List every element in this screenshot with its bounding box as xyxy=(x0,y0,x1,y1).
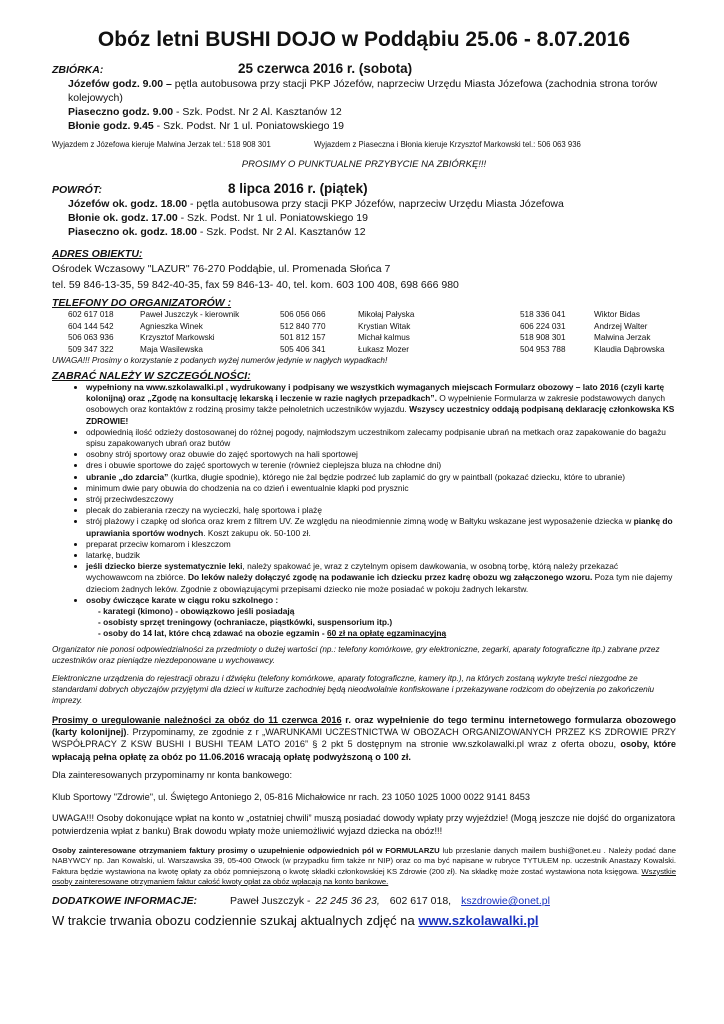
zbiorka-line xyxy=(68,105,676,119)
location-time: Błonie godz. 9.45 xyxy=(68,120,154,132)
list-item xyxy=(86,595,676,606)
list-item xyxy=(86,382,676,427)
telefony-uwaga: UWAGA!!! Prosimy o korzystanie z podanych wyżej numerów jedynie w nagłych wypadkach! xyxy=(52,356,388,365)
zbiorka-list xyxy=(52,77,676,133)
page-title: Obóz letni BUSHI DOJO w Poddąbiu 25.06 - 8.07.2016 xyxy=(97,28,631,51)
adres-line2: tel. 59 846-13-35, 59 842-40-35, fax 59 846-13- 40, tel. kom. 603 100 408, 698 666 980 xyxy=(52,279,459,291)
person-name: Agnieszka Winek xyxy=(140,321,203,331)
zbiorka-line xyxy=(68,119,676,133)
phone-number: 512 840 770 xyxy=(280,321,326,331)
item-text: Poza tym nie dajemy dzieciom żadnych leków. Zgodnie z obowiązującymi przepisami dziecko nie może posiadać w pokoju żadnych lekarstw. xyxy=(86,572,673,594)
bold-text: Osoby zainteresowane otrzymaniem faktury prosimy o uzupełnienie odpowiednich pól w FORMULARZU xyxy=(52,845,440,855)
karate-text: - osoby do 14 lat, które chcą zdawać na obozie egzamin - xyxy=(98,628,327,639)
zbiorka-header xyxy=(52,61,676,76)
phone-number: 505 406 341 xyxy=(280,344,326,354)
karate-sub-3 xyxy=(52,628,676,639)
table-row xyxy=(68,332,665,344)
faktury-paragraph xyxy=(52,846,676,887)
person-name: Klaudia Dąbrowska xyxy=(594,344,665,354)
deadline-text: Prosimy o uregulowanie należności za obóz do 11 czerwca 2016 xyxy=(52,714,342,725)
location-address: - Szk. Podst. Nr 2 Al. Kasztanów 12 xyxy=(196,226,366,238)
contact-mobile: 602 617 018, xyxy=(389,895,452,908)
list-item: • strój przeciwdeszczowy xyxy=(86,494,676,505)
list-item: • latarkę, budzik xyxy=(86,550,676,561)
list-item xyxy=(86,472,676,483)
bold-text: r. oraz wypełnienie do tego terminu internetowego formularza obozowego (karty kolonijnej) xyxy=(52,714,676,738)
konto-intro: Dla zainteresowanych przypominamy nr konta bankowego: xyxy=(52,770,293,781)
phone-number: 518 336 041 xyxy=(520,310,566,320)
zabrac-label: ZABRAĆ NALEŻY W SZCZEGÓLNOŚCI: xyxy=(52,370,251,382)
contact-person: Paweł Juszczyk - xyxy=(230,895,311,908)
location-address: - Szk. Podst. Nr 2 Al. Kasztanów 12 xyxy=(173,106,342,118)
dodatkowe-label: DODATKOWE INFORMACJE: xyxy=(52,895,198,908)
table-row xyxy=(68,344,665,356)
location-address: pętla autobusowa przy stacji PKP Józefów, naprzeciw Urzędu Miasta Józefowa (zachodnia strona torów kolejowych) xyxy=(68,78,658,104)
list-item: • odpowiednią ilość odzieży dostosowanej do różnej pogody, najmłodszym uczestnikom zalecamy podpisanie ubrań na metkach oraz zapakowanie do bagażu spisu zapakowanych ubrań oraz butów xyxy=(86,427,676,449)
location-address: - pętla autobusowa przy stacji PKP Józefów, naprzeciw Urzędu Miasta Józefowa xyxy=(187,198,564,210)
list-item: • preparat przeciw komarom i kleszczom xyxy=(86,539,676,550)
bank-account: Klub Sportowy "Zdrowie", ul. Świętego Antoniego 2, 05-816 Michałowice nr rach. 23 1050 1025 1000 0022 9141 8453 xyxy=(52,791,530,802)
body-text: lub przeslanie danych mailem bushi@onet.eu . Należy podać dane NABYWCY np. Jan Kowalski, ul. Warszawska 39, 05-400 Otwock (w przypadku firm także nr NIP) oraz co ma być napisane w rubryce TYTUŁEM np. uczestnik Anastazy Kowalski. Faktura będzie wystawiona na kwotę opłaty za obóz pomniejszoną o kwotę składki członkowskiej KS Zdrowie (200 zł). Na składkę może zostać wystawiona nota księgowa. xyxy=(52,845,676,876)
powrot-line xyxy=(68,197,676,211)
table-row xyxy=(68,321,665,333)
contact-phone: 22 245 36 23, xyxy=(315,895,380,908)
location-time: Józefów ok. godz. 18.00 xyxy=(68,198,188,210)
powrot-header xyxy=(52,181,676,196)
zbiorka-line xyxy=(68,77,676,105)
list-item xyxy=(86,561,676,595)
karate-sub-2: - osobisty sprzęt treningowy (ochraniacze, piąstkówki, suspensorium itp.) xyxy=(98,617,393,628)
zbiorka-label: ZBIÓRKA: xyxy=(52,64,104,76)
item-text: (kurtka, długie spodnie), którego nie żal będzie podrzeć lub zaplamić do gry w paintball (pokazać dziecku, które to ubranie) xyxy=(168,471,626,482)
bold-text: osoby, które wpłacają pełna opłatę za obóz po 11.06.2016 wracają opłatę podwyższoną o 100 zł. xyxy=(52,739,676,762)
website-link[interactable]: www.szkolawalki.pl xyxy=(418,913,539,929)
note-piaseczno: Wyjazdem z Piaseczna i Błonia kieruje Krzysztof Markowski tel.: 506 063 936 xyxy=(314,140,581,149)
phone-number: 501 812 157 xyxy=(280,333,326,343)
location-time: Błonie ok. godz. 17.00 xyxy=(68,212,178,224)
location-time: Piaseczno ok. godz. 18.00 xyxy=(68,226,197,238)
oplata-paragraph xyxy=(52,714,676,764)
organizator-note: Organizator nie ponosi odpowiedzialności za przedmioty o dużej wartości (np.: telefony komórkowe, gry elektroniczne, zegarki, aparaty fotograficzne itp.) zabrane przez uczestników oraz pieniądze niezdeponowane u wychowawcy. xyxy=(52,644,660,665)
item-bold: osoby ćwiczące karate w ciągu roku szkolnego : xyxy=(86,594,279,605)
oplata-uwaga: UWAGA!!! Osoby dokonujące wpłat na konto w „ostatniej chwili” muszą posiadać dowody wpłaty przy wyjeździe! (Mogą jeszcze nie dojść do organizatora potwierdzenia wpłat z banku) Brak dowodu wpłaty może uniemożliwić wyjazd dziecka na obóz!!! xyxy=(52,813,676,836)
item-bold: Do leków należy dołączyć zgodę na podawanie ich dziecku przez kadrę obozu wg załączonego wzoru. xyxy=(187,572,593,583)
item-text: , należy spakować je, wraz z czytelnym opisem dawkowania, w osobną torbę, którą należy przekazać wychowawcom na zbiórce. xyxy=(86,561,619,583)
zbiorka-notes xyxy=(52,139,676,150)
person-name: Krzysztof Markowski xyxy=(140,333,215,343)
punctual-note: PROSIMY O PUNKTUALNE PRZYBYCIE NA ZBIÓRKĘ!!! xyxy=(241,159,487,170)
item-text: O wypełnienie Formularza w zakresie podstawowych danych osobowych oraz kontaktów z rodziną prosimy także pełnoletnich uczestników wyjazdu. xyxy=(86,393,666,415)
item-bold: piankę do uprawiania sportów wodnych xyxy=(86,516,673,538)
location-time: Józefów godz. 9.00 – xyxy=(68,78,172,90)
person-name: Krystian Witak xyxy=(358,321,411,331)
person-name: Malwina Jerzak xyxy=(594,333,651,343)
table-row xyxy=(68,309,665,321)
zbiorka-date: 25 czerwca 2016 r. (sobota) xyxy=(238,61,413,76)
person-name: Maja Wasilewska xyxy=(140,344,203,354)
powrot-label: POWRÓT: xyxy=(52,184,102,196)
person-name: Mikołaj Pałyska xyxy=(358,310,415,320)
item-bold: wypełniony na www.szkolawalki.pl , wydrukowany i podpisany we wszystkich wymaganych miejscach Formularz obozowy – lato 2016 (czyli kartę kolonijną) oraz „Zgodę na konsultację lekarską i leczenie w razie nagłych przepadkach”. xyxy=(86,382,665,404)
contact-email-link[interactable]: kszdrowie@onet.pl xyxy=(461,895,550,908)
location-address: - Szk. Podst. Nr 1 ul. Poniatowskiego 19 xyxy=(153,120,345,132)
phone-number: 509 347 322 xyxy=(68,344,114,354)
person-name: Michał kalmus xyxy=(358,333,410,343)
dodatkowe-row xyxy=(52,895,676,907)
person-name: Paweł Juszczyk - kierownik xyxy=(140,310,240,320)
packing-list xyxy=(52,382,676,606)
powrot-line xyxy=(68,211,676,225)
list-item: • plecak do zabierania rzeczy na wycieczki, halę sportowa i plażę xyxy=(86,505,676,516)
elektronika-note: Elektroniczne urządzenia do rejestracji obrazu i dźwięku (telefony komórkowe, aparaty fotograficzne, kamery itp.), na których zostaną wykryte treści niezgodne ze standardami dobrych obyczajów przyjętymi dla dzieci w kulturze zachodniej będą nieodwołalnie konfiskowane i przekazywane rodzicom do obejrzenia po zakończeniu imprezy. xyxy=(52,673,655,705)
telefony-label: TELEFONY DO ORGANIZATORÓW : xyxy=(52,297,232,309)
location-address: - Szk. Podst. Nr 1 ul. Poniatowskiego 19 xyxy=(177,212,368,224)
item-text: strój plażowy i czapkę od słońca oraz krem z filtrem UV. Ze względu na nieodmiennie zimną wodę w Bałtyku wskazane jest wyposażenie dziecka w xyxy=(86,516,634,527)
item-bold: Wszyscy uczestnicy oddają podpisaną deklarację członkowska KS ZDROWIE! xyxy=(86,404,675,426)
list-item xyxy=(86,516,676,538)
phone-number: 506 063 936 xyxy=(68,333,114,343)
adres-label: ADRES OBIEKTU: xyxy=(52,248,143,260)
item-text: . Koszt zakupu ok. 50-100 zł. xyxy=(203,527,311,538)
phone-number: 604 144 542 xyxy=(68,321,114,331)
adres-line1: Ośrodek Wczasowy "LAZUR" 76-270 Poddąbie, ul. Promenada Słońca 7 xyxy=(52,263,391,275)
powrot-list xyxy=(52,197,676,239)
powrot-line xyxy=(68,225,676,239)
phone-number: 506 056 066 xyxy=(280,310,326,320)
item-bold: ubranie „do zdarcia” xyxy=(86,471,169,482)
list-item: • dres i obuwie sportowe do zajęć sportowych w terenie (również cieplejsza bluza na chłodne dni) xyxy=(86,460,676,471)
note-jozefow: Wyjazdem z Józefowa kieruje Malwina Jerzak tel.: 518 908 301 xyxy=(52,140,271,149)
phone-table xyxy=(68,309,665,355)
footer-text: W trakcie trwania obozu codziennie szukaj aktualnych zdjęć na xyxy=(52,913,419,929)
powrot-date: 8 lipca 2016 r. (piątek) xyxy=(228,181,368,196)
phone-number: 606 224 031 xyxy=(520,321,566,331)
footer-line xyxy=(52,913,676,928)
body-text: . Przypominamy, ze zgodnie z r „WARUNKAMI UCZESTNICTWA W OBOZACH ORGANIZOWANYCH PRZEZ KS ZDROWIE PRZY WSPÓŁPRACY Z KSW BUSHI I BUSHI TEAM LATO 2016” § 2 pkt 5 dostępnym na stronie ww.szkolawalki.pl wraz z oferta obozu, xyxy=(52,727,677,750)
list-item: • osobny strój sportowy oraz obuwie do zajęć sportowych na hali sportowej xyxy=(86,449,676,460)
list-item: • minimum dwie pary obuwia do chodzenia na co dzień i ewentualnie klapki pod prysznic xyxy=(86,483,676,494)
person-name: Andrzej Walter xyxy=(594,321,648,331)
karate-sub-1: - karategi (kimono) - obowiązkowo jeśli posiadają xyxy=(98,606,295,617)
item-bold: jeśli dziecko bierze systematycznie leki xyxy=(86,561,243,572)
person-name: Wiktor Bidas xyxy=(594,310,640,320)
person-name: Łukasz Mozer xyxy=(358,344,409,354)
phone-number: 602 617 018 xyxy=(68,310,114,320)
location-time: Piaseczno godz. 9.00 xyxy=(68,106,174,118)
exam-fee: 60 zł na opłatę egzaminacyjną xyxy=(326,628,447,639)
underlined-text: Wszystkie osoby zainteresowane otrzymaniem faktur całość kwoty opłat za obóz wpłacają na konto bankowe. xyxy=(52,866,676,886)
phone-number: 518 908 301 xyxy=(520,333,566,343)
phone-number: 504 953 788 xyxy=(520,344,566,354)
